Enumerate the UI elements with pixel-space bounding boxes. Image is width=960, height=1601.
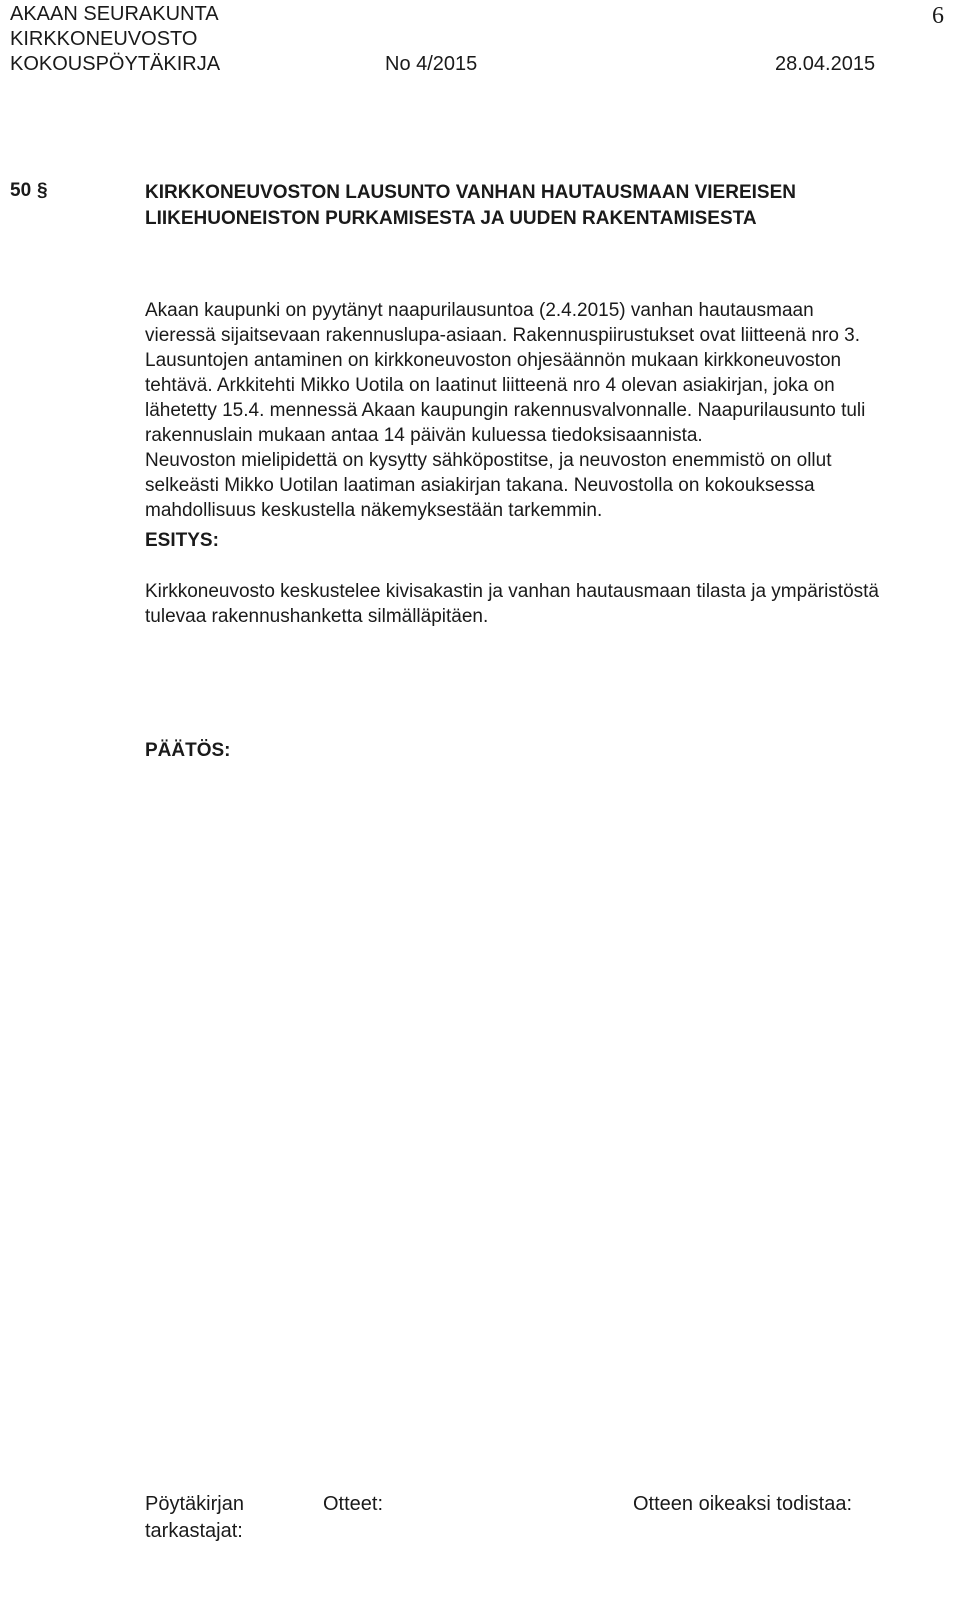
section-mark: § bbox=[37, 180, 48, 201]
footer-reviewers bbox=[145, 1491, 244, 1545]
footer-extracts: Otteet: bbox=[323, 1493, 384, 1515]
header-organization: AKAAN SEURAKUNTA bbox=[10, 3, 219, 25]
body-line: tehtävä. Arkkitehti Mikko Uotila on laatinut liitteenä nro 4 olevan asiakirjan, joka on bbox=[145, 375, 835, 396]
body-line: rakennuslain mukaan antaa 14 päivän kuluessa tiedoksisaannista. bbox=[145, 425, 703, 446]
header-number: No 4/2015 bbox=[385, 53, 478, 75]
section-number: 50 bbox=[10, 180, 32, 201]
body-line: Akaan kaupunki on pyytänyt naapurilausuntoa (2.4.2015) vanhan hautausmaan bbox=[145, 300, 814, 321]
section-title bbox=[145, 180, 796, 232]
body-line: Lausuntojen antaminen on kirkkoneuvoston ohjesäännön mukaan kirkkoneuvoston bbox=[145, 350, 842, 371]
body-line: Neuvoston mielipidettä on kysytty sähköpostitse, ja neuvoston enemmistö on ollut bbox=[145, 450, 832, 471]
footer-reviewers-line: Pöytäkirjan bbox=[145, 1493, 244, 1515]
page-number: 6 bbox=[932, 3, 944, 29]
proposal-heading: ESITYS: bbox=[145, 530, 219, 551]
body-line: mahdollisuus keskustella näkemyksestään tarkemmin. bbox=[145, 500, 603, 521]
footer-reviewers-line: tarkastajat: bbox=[145, 1520, 243, 1542]
proposal-text bbox=[145, 579, 935, 629]
section-title-line: LIIKEHUONEISTON PURKAMISESTA JA UUDEN RAKENTAMISESTA bbox=[145, 208, 757, 229]
proposal-line: Kirkkoneuvosto keskustelee kivisakastin ja vanhan hautausmaan tilasta ja ympäristöstä bbox=[145, 581, 879, 602]
proposal-line: tulevaa rakennushanketta silmälläpitäen. bbox=[145, 606, 489, 627]
body-paragraph bbox=[145, 298, 935, 523]
header-date: 28.04.2015 bbox=[775, 53, 876, 75]
header-body: KIRKKONEUVOSTO bbox=[10, 28, 198, 50]
footer-certified: Otteen oikeaksi todistaa: bbox=[633, 1493, 853, 1515]
body-line: selkeästi Mikko Uotilan laatiman asiakirjan takana. Neuvostolla on kokouksessa bbox=[145, 475, 815, 496]
section-title-line: KIRKKONEUVOSTON LAUSUNTO VANHAN HAUTAUSMAAN VIEREISEN bbox=[145, 182, 796, 203]
body-line: lähetetty 15.4. mennessä Akaan kaupungin rakennusvalvonnalle. Naapurilausunto tuli bbox=[145, 400, 866, 421]
decision-heading: PÄÄTÖS: bbox=[145, 740, 231, 761]
header-doc-type: KOKOUSPÖYTÄKIRJA bbox=[10, 53, 221, 75]
body-line: vieressä sijaitsevaan rakennuslupa-asiaan. Rakennuspiirustukset ovat liitteenä nro 3. bbox=[145, 325, 861, 346]
